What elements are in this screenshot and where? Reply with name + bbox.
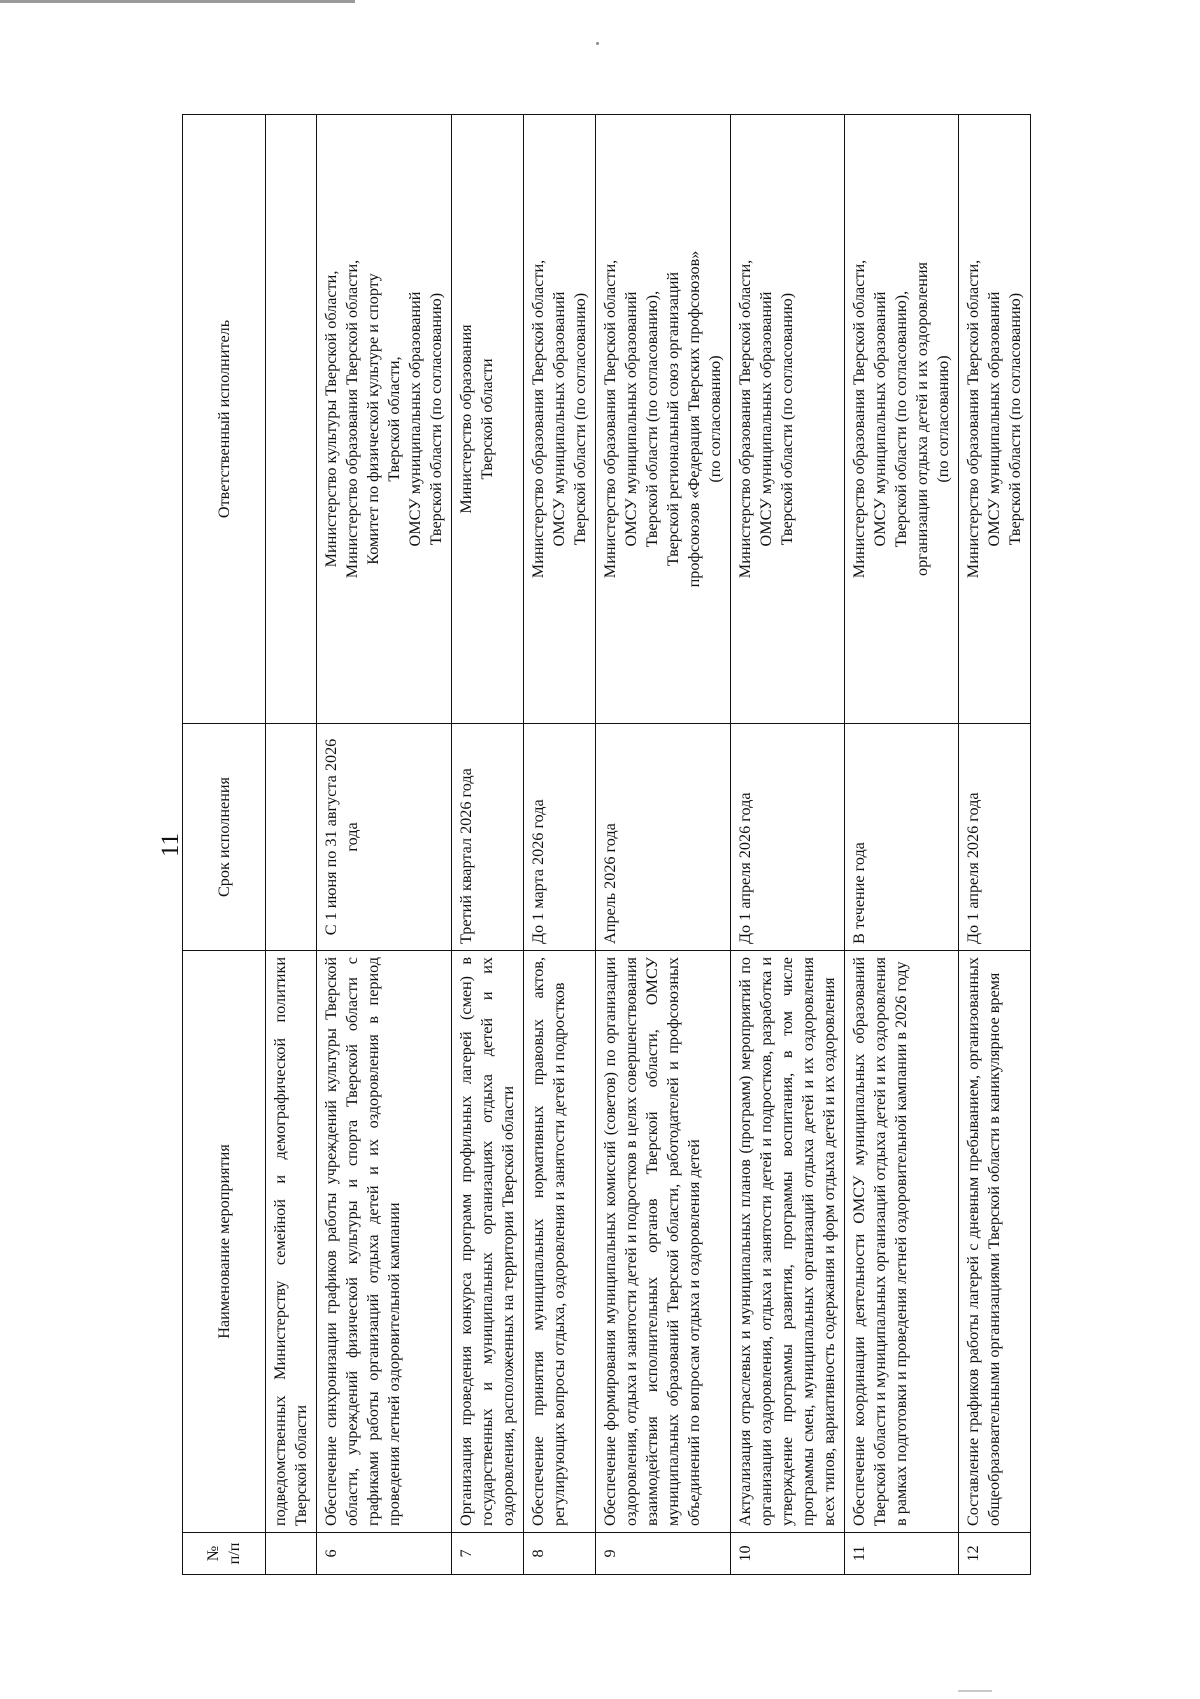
table-header-row xyxy=(183,115,266,1575)
row-responsible xyxy=(959,115,1031,724)
row-term: До 1 апреля 2026 года xyxy=(959,724,1031,951)
responsible-line: Тверской области xyxy=(478,358,496,480)
responsible-line: Министерство образования Тверской области, xyxy=(343,259,361,579)
table-row xyxy=(959,115,1031,1575)
row-name: Обеспечение принятия муниципальных нормативных правовых актов, регулирующих вопросы отдыха, оздоровления и занятости детей и подростков xyxy=(524,951,596,1533)
table-row xyxy=(452,115,524,1575)
scan-edge-line xyxy=(0,0,355,3)
header-term: Срок исполнения xyxy=(183,724,266,951)
row-name: Обеспечение координации деятельности ОМСУ муниципальных образований Тверской области и муниципальных организаций отдыха детей и их оздоровления в рамках подготовки и проведения летней оздоровительной кампании в 2026 году xyxy=(845,951,959,1533)
row-num: 8 xyxy=(524,1533,596,1575)
responsible-line: Тверской области (по согласованию) xyxy=(1006,292,1024,546)
responsible-line: Тверской области (по согласованию) xyxy=(571,292,589,546)
responsible-line: Министерство образования xyxy=(457,324,475,514)
row-name: подведомственных Министерству семейной и демографической политики Тверской области xyxy=(266,951,317,1533)
table-row xyxy=(596,115,731,1575)
scan-edge-mark xyxy=(958,1690,992,1692)
header-num: № п/п xyxy=(183,1533,266,1575)
row-num xyxy=(266,1533,317,1575)
responsible-line: (по согласованию) xyxy=(934,355,952,483)
row-num: 7 xyxy=(452,1533,524,1575)
responsible-line: Тверской области (по согласованию) xyxy=(427,292,445,546)
responsible-line: ОМСУ муниципальных образований xyxy=(550,291,568,547)
responsible-line: организации отдыха детей и их оздоровления xyxy=(913,262,931,576)
table-row xyxy=(317,115,452,1575)
table-row xyxy=(845,115,959,1575)
responsible-line: Тверской области (по согласованию) xyxy=(778,292,796,546)
responsible-line: Тверской области (по согласованию), xyxy=(892,290,910,548)
row-term: Третий квартал 2026 года xyxy=(452,724,524,951)
row-responsible xyxy=(845,115,959,724)
row-term: С 1 июня по 31 августа 2026 года xyxy=(317,724,452,951)
responsible-line: ОМСУ муниципальных образований xyxy=(622,291,640,547)
header-responsible: Ответственный исполнитель xyxy=(183,115,266,724)
responsible-line: Тверской региональный союз организаций xyxy=(664,271,682,567)
row-responsible xyxy=(596,115,731,724)
row-num: 11 xyxy=(845,1533,959,1575)
row-name: Организация проведения конкурса программ профильных лагерей (смен) в государственных и муниципальных организациях отдыха детей и их оздоровления, расположенных на территории Тверской области xyxy=(452,951,524,1533)
responsible-line: Министерство образования Тверской области, xyxy=(529,259,547,579)
responsible-line: ОМСУ муниципальных образований xyxy=(406,291,424,547)
row-name: Обеспечение формирования муниципальных комиссий (советов) по организации оздоровления, отдыха и занятости детей и подростков в целях совершенствования взаимодействия исполнительных органов Тверской области, ОМСУ муниципальных образований Тверской области, работодателей и профсоюзных объединений по вопросам отдыха и оздоровления детей xyxy=(596,951,731,1533)
row-term: До 1 марта 2026 года xyxy=(524,724,596,951)
responsible-line: ОМСУ муниципальных образований xyxy=(985,291,1003,547)
row-name: Обеспечение синхронизации графиков работы учреждений культуры Тверской области, учреждений физической культуры и спорта Тверской области с графиками работы организаций отдыха детей и их оздоровления в период проведения летней оздоровительной кампании xyxy=(317,951,452,1533)
row-num: 12 xyxy=(959,1533,1031,1575)
responsible-line: Тверской области (по согласованию), xyxy=(643,290,661,548)
responsible-line: Министерство культуры Тверской области, xyxy=(322,270,340,568)
row-responsible xyxy=(731,115,845,724)
row-term: Апрель 2026 года xyxy=(596,724,731,951)
scan-speck xyxy=(596,42,599,45)
row-num: 6 xyxy=(317,1533,452,1575)
responsible-line: Министерство образования Тверской области, xyxy=(964,259,982,579)
responsible-line: ОМСУ муниципальных образований xyxy=(871,291,889,547)
row-responsible xyxy=(266,115,317,724)
responsible-line: профсоюзов «Федерация Тверских профсоюзов» xyxy=(685,250,703,588)
rotated-page-content xyxy=(153,115,1053,1575)
row-term: В течение года xyxy=(845,724,959,951)
responsible-line: (по согласованию) xyxy=(706,355,724,483)
row-num: 9 xyxy=(596,1533,731,1575)
row-name: Актуализация отраслевых и муниципальных планов (программ) мероприятий по организации оздоровления, отдыха и занятости детей и подростков, разработка и утверждение программы развития, программы воспитания, в том числе программы смен, муниципальных организаций отдыха детей и их оздоровления всех типов, вариативность содержания и форм отдыха детей и их оздоровления xyxy=(731,951,845,1533)
action-plan-table xyxy=(182,114,1031,1575)
row-responsible xyxy=(452,115,524,724)
responsible-line: Министерство образования Тверской области, xyxy=(736,259,754,579)
responsible-line: Министерство образования Тверской области, xyxy=(850,259,868,579)
responsible-line: Тверской области, xyxy=(385,356,403,482)
responsible-line: Министерство образования Тверской области, xyxy=(601,259,619,579)
row-responsible xyxy=(317,115,452,724)
responsible-line: Комитет по физической культуре и спорту xyxy=(364,273,382,565)
responsible-line: ОМСУ муниципальных образований xyxy=(757,291,775,547)
table-continuation-row xyxy=(266,115,317,1575)
header-name: Наименование мероприятия xyxy=(183,951,266,1533)
row-num: 10 xyxy=(731,1533,845,1575)
table-row xyxy=(731,115,845,1575)
table-row xyxy=(524,115,596,1575)
page-number: 11 xyxy=(157,832,184,858)
row-term: До 1 апреля 2026 года xyxy=(731,724,845,951)
row-responsible xyxy=(524,115,596,724)
row-term xyxy=(266,724,317,951)
row-name: Составление графиков работы лагерей с дневным пребыванием, организованных общеобразовательными организациями Тверской области в каникулярное время xyxy=(959,951,1031,1533)
